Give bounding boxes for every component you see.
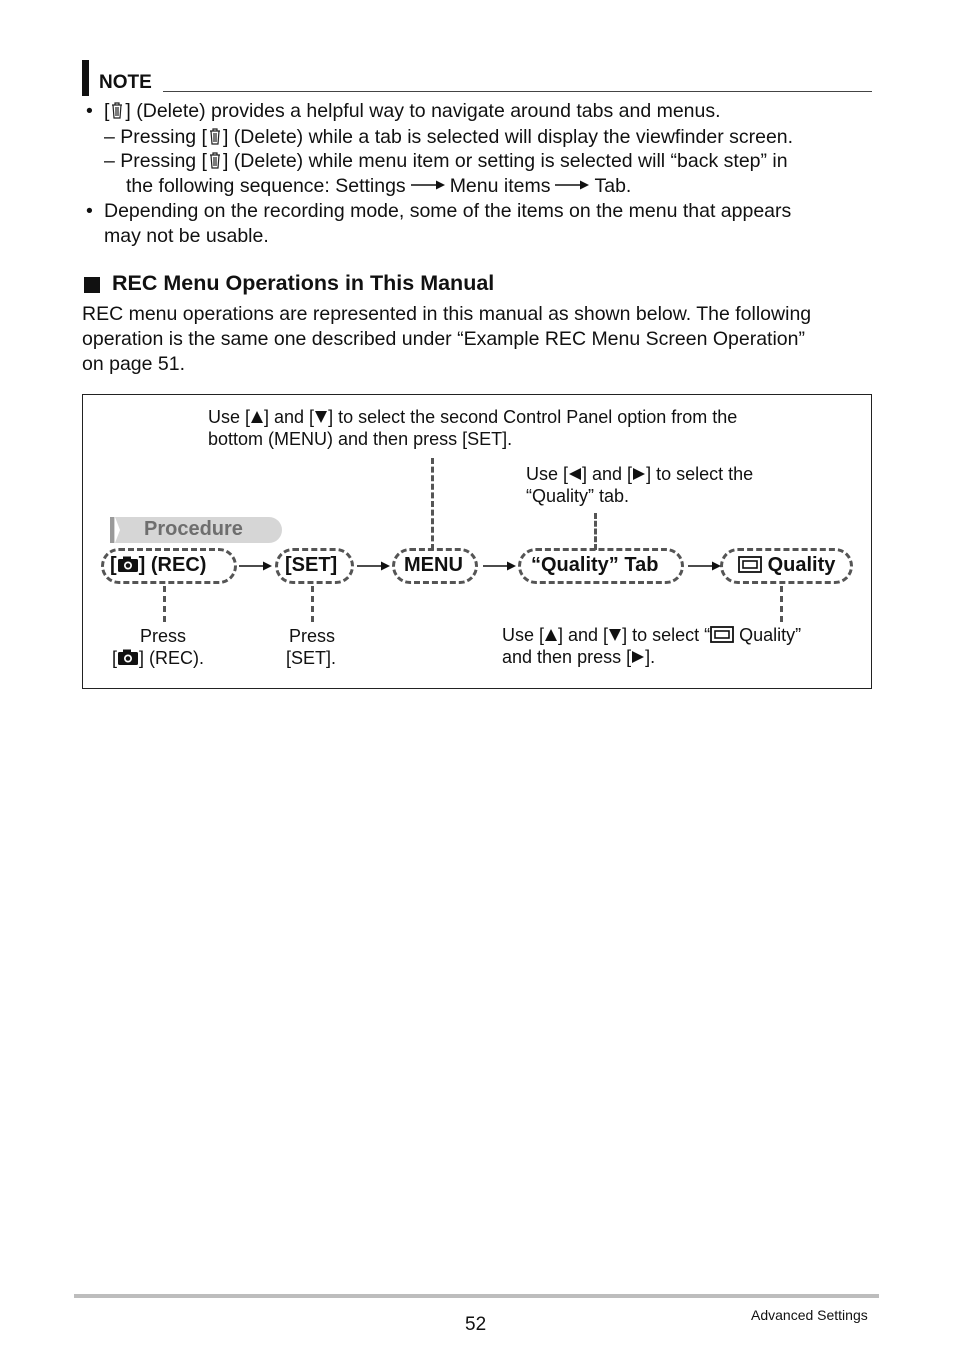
note-sequence: [126, 174, 631, 199]
seq-settings: the following sequence: Settings: [126, 175, 406, 197]
dash-pre: – Pressing [: [104, 150, 207, 172]
note-subitem-menu: [104, 149, 788, 174]
press-rec-note-l2: [112, 647, 204, 669]
arrow-right-icon: [554, 179, 590, 191]
section-marker: [84, 277, 100, 293]
note-item-mode-l2: may not be usable.: [104, 225, 269, 247]
arrow-right-icon: [483, 560, 517, 572]
footer-section-name: Advanced Settings: [751, 1307, 868, 1323]
procedure-notch: [110, 517, 120, 543]
section-paragraph-l3: on page 51.: [82, 353, 186, 375]
arrow-right-icon: [239, 560, 273, 572]
note-text: Use [: [502, 625, 545, 645]
procedure-label: Procedure: [144, 518, 243, 540]
trash-icon: [207, 126, 223, 146]
note-text: ] and [: [558, 625, 609, 645]
note-marker-bar: [82, 60, 89, 96]
tab-select-note-l2: “Quality” tab.: [526, 486, 630, 506]
step-rec: [110, 554, 206, 577]
triangle-up-icon: [250, 410, 264, 424]
trash-icon: [207, 150, 223, 170]
note-text: [: [112, 648, 118, 668]
note-text: ] and [: [264, 407, 315, 427]
note-text: and then press [: [502, 647, 632, 667]
note-text: ] to select “: [622, 625, 711, 645]
step-text: [: [110, 554, 117, 576]
note-text: ] to select the second Control Panel option from the: [328, 407, 738, 427]
section-paragraph-l1: REC menu operations are represented in this manual as shown below. The following: [82, 303, 812, 325]
step-set: [SET]: [285, 554, 338, 576]
arrow-right-icon: [357, 560, 391, 572]
connector-quality-tab: [594, 513, 597, 550]
note-item-delete: [104, 99, 721, 124]
step-quality: [738, 554, 835, 577]
section-paragraph-l2: operation is the same one described under “Example REC Menu Screen Operation”: [82, 328, 805, 350]
triangle-left-icon: [568, 467, 582, 481]
bullet-dot: •: [86, 100, 93, 122]
seq-menu-items: Menu items: [449, 175, 551, 197]
note-label: NOTE: [99, 72, 152, 93]
step-text: ] (REC): [138, 554, 207, 576]
bracket-open: [: [104, 100, 110, 122]
triangle-down-icon: [608, 628, 622, 642]
triangle-up-icon: [544, 628, 558, 642]
quality-icon: [738, 556, 762, 573]
step-text: Quality: [767, 554, 836, 576]
connector-quality: [780, 586, 783, 622]
bullet-dot: •: [86, 200, 93, 222]
note-divider: [163, 91, 872, 92]
step-quality-tab: “Quality” Tab: [531, 554, 659, 576]
press-rec-note-l1: Press: [140, 626, 187, 646]
press-set-note-l2: [SET].: [286, 648, 337, 668]
note-subitem-tab: [104, 125, 793, 150]
note-text: ] and [: [582, 464, 633, 484]
connector-rec: [163, 586, 166, 622]
quality-select-note-l1: [502, 624, 801, 646]
tab-select-note-l1: [526, 463, 753, 485]
note-item-mode-l1: Depending on the recording mode, some of the items on the menu that appears: [104, 200, 792, 222]
dash-pre: – Pressing [: [104, 126, 207, 148]
arrow-right-icon: [688, 560, 722, 572]
note-text: ] to select the: [646, 464, 754, 484]
section-title: REC Menu Operations in This Manual: [112, 271, 495, 295]
press-set-note-l1: Press: [289, 626, 336, 646]
triangle-right-icon: [631, 650, 645, 664]
arrow-right-icon: [410, 179, 446, 191]
note-text: Quality”: [734, 625, 802, 645]
seq-tab: Tab.: [594, 175, 632, 197]
connector-menu: [431, 458, 434, 550]
delete-text: ] (Delete) provides a helpful way to navigate around tabs and menus.: [125, 100, 721, 122]
note-text: ].: [645, 647, 656, 667]
quality-select-note-l2: [502, 646, 655, 668]
triangle-right-icon: [632, 467, 646, 481]
note-text: ] (REC).: [139, 648, 205, 668]
camera-icon: [117, 649, 139, 666]
quality-icon: [710, 626, 734, 643]
menu-select-note-l1: [208, 406, 737, 428]
note-text: Use [: [208, 407, 251, 427]
connector-set: [311, 586, 314, 622]
step-menu: MENU: [404, 554, 463, 576]
menu-select-note-l2: bottom (MENU) and then press [SET].: [208, 429, 513, 449]
footer-divider: [74, 1294, 879, 1298]
dash-post: ] (Delete) while menu item or setting is selected will “back step” in: [222, 150, 788, 172]
dash-post: ] (Delete) while a tab is selected will display the viewfinder screen.: [222, 126, 794, 148]
camera-icon: [117, 556, 139, 573]
triangle-down-icon: [314, 410, 328, 424]
page-number: 52: [465, 1314, 487, 1335]
trash-icon: [109, 100, 125, 120]
note-text: Use [: [526, 464, 569, 484]
